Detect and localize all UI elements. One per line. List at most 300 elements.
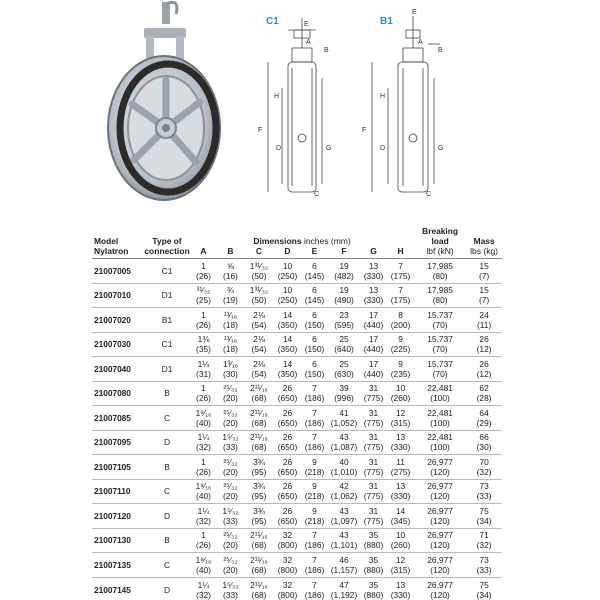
value-metric: (800) bbox=[277, 564, 298, 575]
cell-a bbox=[190, 357, 217, 382]
value-metric: (345) bbox=[390, 515, 411, 526]
value-imperial: 17 bbox=[368, 358, 379, 369]
value-imperial: ¹¹⁄₁₆ bbox=[223, 309, 238, 320]
value-imperial: 46 bbox=[339, 554, 349, 565]
cell-c bbox=[244, 455, 274, 480]
value-imperial: 17,985 bbox=[427, 260, 453, 271]
cell-mass bbox=[466, 479, 502, 504]
dimension-drawing-svg bbox=[248, 8, 448, 198]
value-imperial: 31 bbox=[368, 432, 379, 443]
model-number: 21007145 bbox=[94, 584, 131, 595]
cell-load bbox=[414, 430, 466, 455]
model-number: 21007005 bbox=[94, 265, 131, 276]
value-imperial: 2¹¹⁄₁₆ bbox=[250, 530, 268, 541]
dimension-drawings bbox=[248, 8, 448, 198]
value-imperial: ³¹⁄₃₂ bbox=[196, 285, 211, 296]
connection-type: C bbox=[163, 412, 171, 423]
cell-h bbox=[387, 528, 414, 553]
model-number: 21007020 bbox=[94, 314, 131, 325]
value-metric: (150) bbox=[304, 368, 325, 379]
value-metric: (250) bbox=[277, 295, 298, 306]
value-metric: (330) bbox=[363, 295, 384, 306]
value-imperial: 22,481 bbox=[427, 383, 453, 394]
cell-c bbox=[244, 504, 274, 529]
value-imperial: 13 bbox=[395, 481, 406, 492]
cell-load bbox=[414, 577, 466, 600]
connection-type: B bbox=[164, 388, 170, 399]
value-metric: (54) bbox=[251, 368, 267, 379]
model-number: 21007095 bbox=[94, 437, 131, 448]
cell-g bbox=[360, 479, 387, 504]
model-number: 21007080 bbox=[94, 388, 131, 399]
cell-e bbox=[301, 504, 328, 529]
cell-a bbox=[190, 528, 217, 553]
cell-load bbox=[414, 553, 466, 578]
header-type: Type of bbox=[152, 236, 182, 246]
value-metric: (32) bbox=[196, 589, 211, 600]
value-metric: (440) bbox=[363, 319, 384, 330]
table-row bbox=[92, 332, 502, 357]
cell-h bbox=[387, 381, 414, 406]
drawing-label-b-c1: B bbox=[324, 47, 329, 54]
value-metric: (800) bbox=[277, 540, 298, 551]
value-imperial: 14 bbox=[282, 309, 293, 320]
value-imperial: 35 bbox=[368, 554, 379, 565]
cell-a bbox=[190, 332, 217, 357]
connection-type: D bbox=[163, 510, 171, 521]
table-row bbox=[92, 381, 502, 406]
cell-g bbox=[360, 283, 387, 308]
value-metric: (1,087) bbox=[330, 442, 358, 453]
value-metric: (260) bbox=[390, 540, 411, 551]
cell-d bbox=[274, 553, 301, 578]
value-metric: (186) bbox=[304, 564, 325, 575]
model-number: 21007030 bbox=[94, 339, 131, 350]
value-imperial: 1 bbox=[201, 456, 206, 467]
table-row bbox=[92, 430, 502, 455]
cell-d bbox=[274, 259, 301, 284]
value-metric: (80) bbox=[432, 270, 448, 281]
cell-d bbox=[274, 406, 301, 431]
header-breaking: Breaking load bbox=[422, 226, 458, 246]
value-metric: (650) bbox=[277, 417, 298, 428]
value-metric: (35) bbox=[196, 344, 211, 355]
cell-f bbox=[328, 553, 360, 578]
cell-mass bbox=[466, 455, 502, 480]
value-metric: (100) bbox=[430, 442, 450, 453]
cell-g bbox=[360, 455, 387, 480]
cell-b bbox=[217, 332, 244, 357]
value-metric: (18) bbox=[223, 344, 238, 355]
value-imperial: 26 bbox=[282, 407, 293, 418]
value-imperial: 15 bbox=[479, 260, 489, 271]
cell-b bbox=[217, 381, 244, 406]
cell-h bbox=[387, 259, 414, 284]
value-metric: (775) bbox=[363, 417, 384, 428]
value-metric: (1,101) bbox=[330, 540, 358, 551]
value-imperial: 13 bbox=[368, 285, 379, 296]
value-imperial: 31 bbox=[368, 407, 379, 418]
value-metric: (275) bbox=[390, 466, 411, 477]
value-imperial: 12 bbox=[395, 554, 406, 565]
cell-a bbox=[190, 479, 217, 504]
cell-f bbox=[328, 283, 360, 308]
cell-mass bbox=[466, 332, 502, 357]
connection-type: D bbox=[163, 584, 171, 595]
value-metric: (120) bbox=[430, 491, 450, 502]
value-metric: (200) bbox=[390, 319, 411, 330]
value-imperial: 47 bbox=[339, 579, 349, 590]
value-imperial: 6 bbox=[312, 309, 317, 320]
drawing-label-a-c1: A bbox=[306, 39, 311, 46]
cell-d bbox=[274, 332, 301, 357]
view-label-b1: B1 bbox=[380, 16, 393, 27]
value-metric: (1,192) bbox=[330, 589, 358, 600]
cell-e bbox=[301, 259, 328, 284]
value-metric: (218) bbox=[304, 466, 325, 477]
cell-g bbox=[360, 528, 387, 553]
value-metric: (95) bbox=[251, 491, 267, 502]
cell-f bbox=[328, 479, 360, 504]
cell-b bbox=[217, 528, 244, 553]
cell-b bbox=[217, 455, 244, 480]
value-imperial: 35 bbox=[368, 530, 379, 541]
value-metric: (880) bbox=[363, 540, 384, 551]
value-imperial: 1⁵⁄₃₂ bbox=[222, 432, 239, 443]
cell-b bbox=[217, 357, 244, 382]
cell-f bbox=[328, 357, 360, 382]
value-imperial: 1³¹⁄₃₂ bbox=[249, 260, 269, 271]
value-metric: (26) bbox=[196, 319, 211, 330]
cell-b bbox=[217, 406, 244, 431]
cell-f bbox=[328, 406, 360, 431]
value-imperial: 35 bbox=[368, 579, 379, 590]
cell-load bbox=[414, 357, 466, 382]
value-imperial: 15,737 bbox=[427, 334, 453, 345]
value-imperial: 32 bbox=[282, 530, 293, 541]
value-metric: (12) bbox=[476, 344, 492, 355]
value-metric: (29) bbox=[476, 417, 492, 428]
value-metric: (775) bbox=[363, 393, 384, 404]
value-imperial: 1³¹⁄₃₂ bbox=[249, 285, 269, 296]
value-metric: (120) bbox=[430, 515, 450, 526]
value-imperial: 26,977 bbox=[427, 505, 453, 516]
value-metric: (50) bbox=[251, 270, 267, 281]
value-imperial: 40 bbox=[339, 456, 349, 467]
value-metric: (12) bbox=[476, 368, 492, 379]
value-imperial: 6 bbox=[312, 285, 317, 296]
value-imperial: 19 bbox=[339, 285, 349, 296]
value-metric: (32) bbox=[196, 442, 211, 453]
table-row bbox=[92, 528, 502, 553]
header-col-d: D bbox=[284, 246, 291, 256]
value-metric: (1,062) bbox=[330, 491, 358, 502]
cell-load bbox=[414, 504, 466, 529]
value-imperial: 24 bbox=[479, 309, 489, 320]
value-imperial: 14 bbox=[282, 334, 293, 345]
cell-c bbox=[244, 577, 274, 600]
value-metric: (350) bbox=[277, 319, 298, 330]
value-imperial: 1 bbox=[201, 309, 206, 320]
value-imperial: 15,737 bbox=[427, 358, 453, 369]
value-imperial: 64 bbox=[479, 407, 489, 418]
value-metric: (80) bbox=[432, 295, 448, 306]
value-imperial: 8 bbox=[398, 309, 403, 320]
value-imperial: ²⁵⁄₃₂ bbox=[223, 456, 238, 467]
value-imperial: 9 bbox=[312, 456, 317, 467]
value-imperial: 17 bbox=[368, 334, 379, 345]
cell-c bbox=[244, 479, 274, 504]
cell-load bbox=[414, 332, 466, 357]
value-imperial: 22,481 bbox=[427, 407, 453, 418]
value-metric: (70) bbox=[432, 344, 448, 355]
value-imperial: ²⁵⁄₃₂ bbox=[223, 530, 238, 541]
cell-a bbox=[190, 308, 217, 333]
value-metric: (26) bbox=[196, 540, 211, 551]
cell-e bbox=[301, 553, 328, 578]
value-metric: (145) bbox=[304, 270, 325, 281]
cell-h bbox=[387, 430, 414, 455]
value-metric: (33) bbox=[476, 564, 492, 575]
connection-type: B1 bbox=[161, 314, 173, 325]
cell-h bbox=[387, 577, 414, 600]
cell-a bbox=[190, 406, 217, 431]
header-col-a: A bbox=[200, 246, 207, 256]
table-row bbox=[92, 357, 502, 382]
value-imperial: 2⅛ bbox=[253, 309, 265, 320]
cell-h bbox=[387, 308, 414, 333]
cell-d bbox=[274, 357, 301, 382]
value-imperial: 19 bbox=[339, 260, 349, 271]
value-metric: (775) bbox=[363, 491, 384, 502]
header-breaking-sub: lbf (kN) bbox=[426, 246, 454, 256]
model-number: 21007085 bbox=[94, 412, 131, 423]
cell-b bbox=[217, 308, 244, 333]
cell-mass bbox=[466, 528, 502, 553]
header-model-sub: Nylatron bbox=[94, 246, 129, 256]
value-metric: (650) bbox=[277, 515, 298, 526]
value-imperial: 9 bbox=[312, 481, 317, 492]
model-number: 21007120 bbox=[94, 510, 131, 521]
connection-type: B bbox=[164, 535, 170, 546]
drawing-label-c-c1: C bbox=[314, 191, 320, 198]
cell-c bbox=[244, 406, 274, 431]
value-imperial: 1⅜ bbox=[197, 334, 210, 345]
value-imperial: 11 bbox=[396, 456, 405, 467]
cell-b bbox=[217, 553, 244, 578]
value-imperial: 43 bbox=[339, 432, 349, 443]
cell-h bbox=[387, 357, 414, 382]
value-imperial: 26,977 bbox=[427, 530, 453, 541]
value-imperial: 41 bbox=[339, 407, 349, 418]
value-metric: (235) bbox=[390, 368, 411, 379]
value-imperial: 10 bbox=[282, 260, 293, 271]
cell-f bbox=[328, 259, 360, 284]
model-number: 21007135 bbox=[94, 559, 131, 570]
value-metric: (26) bbox=[196, 270, 211, 281]
value-metric: (250) bbox=[277, 270, 298, 281]
table-row bbox=[92, 553, 502, 578]
value-imperial: 1¼ bbox=[197, 432, 210, 443]
cell-c bbox=[244, 357, 274, 382]
value-imperial: 6 bbox=[312, 260, 317, 271]
value-imperial: 26,977 bbox=[427, 554, 453, 565]
cell-load bbox=[414, 283, 466, 308]
value-metric: (30) bbox=[223, 368, 238, 379]
drawing-label-g-c1: G bbox=[326, 145, 332, 152]
cell-h bbox=[387, 332, 414, 357]
value-imperial: ⅝ bbox=[227, 260, 234, 271]
cell-d bbox=[274, 577, 301, 600]
cell-mass bbox=[466, 406, 502, 431]
value-imperial: 7 bbox=[312, 383, 317, 394]
value-imperial: 39 bbox=[339, 383, 349, 394]
view-label-c1: C1 bbox=[266, 16, 279, 27]
cell-e bbox=[301, 357, 328, 382]
value-imperial: 43 bbox=[339, 505, 349, 516]
value-metric: (28) bbox=[476, 393, 492, 404]
drawing-label-d-c1: D bbox=[276, 145, 282, 152]
value-metric: (630) bbox=[334, 368, 354, 379]
cell-f bbox=[328, 381, 360, 406]
cell-c bbox=[244, 283, 274, 308]
value-imperial: 73 bbox=[479, 554, 489, 565]
value-metric: (18) bbox=[223, 319, 238, 330]
value-imperial: 9 bbox=[312, 505, 317, 516]
cell-h bbox=[387, 553, 414, 578]
cell-g bbox=[360, 406, 387, 431]
cell-e bbox=[301, 528, 328, 553]
value-imperial: 22,481 bbox=[427, 432, 453, 443]
value-imperial: 2¹¹⁄₁₆ bbox=[250, 579, 268, 590]
value-imperial: 62 bbox=[479, 383, 489, 394]
cell-c bbox=[244, 332, 274, 357]
value-imperial: 31 bbox=[368, 383, 379, 394]
value-imperial: 7 bbox=[312, 432, 317, 443]
value-imperial: 26 bbox=[282, 383, 293, 394]
model-number: 21007040 bbox=[94, 363, 131, 374]
cell-load bbox=[414, 528, 466, 553]
cell-c bbox=[244, 553, 274, 578]
cell-g bbox=[360, 308, 387, 333]
value-metric: (32) bbox=[476, 540, 492, 551]
cell-mass bbox=[466, 357, 502, 382]
value-metric: (260) bbox=[390, 393, 411, 404]
value-imperial: 7 bbox=[312, 554, 317, 565]
cell-mass bbox=[466, 381, 502, 406]
cell-e bbox=[301, 430, 328, 455]
cell-d bbox=[274, 381, 301, 406]
table-row bbox=[92, 577, 502, 600]
drawing-label-c-b1: C bbox=[426, 191, 432, 198]
connection-type: D bbox=[163, 437, 171, 448]
value-imperial: 71 bbox=[479, 530, 489, 541]
drawing-label-d-b1: D bbox=[380, 145, 386, 152]
header-col-e: E bbox=[311, 246, 318, 256]
value-metric: (650) bbox=[277, 466, 298, 477]
value-imperial: 1⁹⁄₁₆ bbox=[195, 407, 212, 418]
cell-h bbox=[387, 283, 414, 308]
value-metric: (640) bbox=[334, 344, 354, 355]
value-metric: (330) bbox=[390, 491, 411, 502]
value-imperial: 2¹¹⁄₁₆ bbox=[250, 383, 268, 394]
value-imperial: 32 bbox=[282, 579, 293, 590]
value-metric: (68) bbox=[251, 393, 267, 404]
model-number: 21007010 bbox=[94, 290, 131, 301]
value-imperial: 7 bbox=[312, 579, 317, 590]
value-metric: (31) bbox=[196, 368, 211, 379]
value-metric: (33) bbox=[476, 491, 492, 502]
value-metric: (95) bbox=[251, 515, 267, 526]
model-number: 21007105 bbox=[94, 461, 131, 472]
value-imperial: 26 bbox=[479, 358, 489, 369]
cell-b bbox=[217, 504, 244, 529]
cell-e bbox=[301, 308, 328, 333]
value-imperial: 15 bbox=[479, 285, 489, 296]
value-imperial: ²⁵⁄₃₂ bbox=[223, 554, 238, 565]
cell-a bbox=[190, 577, 217, 600]
cell-b bbox=[217, 283, 244, 308]
header-col-b: B bbox=[227, 246, 234, 256]
spec-table-body bbox=[92, 259, 502, 600]
cell-load bbox=[414, 259, 466, 284]
cell-a bbox=[190, 283, 217, 308]
cell-a bbox=[190, 455, 217, 480]
value-imperial: 3¾ bbox=[253, 481, 265, 492]
cell-h bbox=[387, 504, 414, 529]
value-metric: (1,052) bbox=[330, 417, 358, 428]
cell-h bbox=[387, 406, 414, 431]
value-imperial: 1⁵⁄₃₂ bbox=[222, 505, 239, 516]
value-imperial: 14 bbox=[282, 358, 293, 369]
value-metric: (54) bbox=[251, 319, 267, 330]
cell-d bbox=[274, 430, 301, 455]
value-metric: (218) bbox=[304, 515, 325, 526]
value-metric: (68) bbox=[251, 442, 267, 453]
value-metric: (175) bbox=[390, 295, 411, 306]
value-imperial: 42 bbox=[339, 481, 349, 492]
cell-a bbox=[190, 553, 217, 578]
connection-type: C1 bbox=[161, 339, 173, 350]
cell-a bbox=[190, 259, 217, 284]
value-imperial: 1 bbox=[201, 383, 206, 394]
cell-f bbox=[328, 332, 360, 357]
header-col-f: F bbox=[341, 246, 347, 256]
cell-c bbox=[244, 381, 274, 406]
value-metric: (20) bbox=[223, 393, 238, 404]
value-imperial: ²⁵⁄₃₂ bbox=[223, 481, 238, 492]
value-imperial: 26,977 bbox=[427, 579, 453, 590]
value-metric: (330) bbox=[390, 589, 411, 600]
value-imperial: 31 bbox=[368, 456, 379, 467]
drawing-label-f-c1: F bbox=[258, 127, 263, 134]
value-metric: (880) bbox=[363, 564, 384, 575]
value-imperial: ²⁵⁄₃₂ bbox=[223, 383, 238, 394]
value-metric: (68) bbox=[251, 540, 267, 551]
value-imperial: 43 bbox=[339, 530, 349, 541]
connection-type: B bbox=[164, 461, 170, 472]
value-metric: (775) bbox=[363, 442, 384, 453]
value-metric: (440) bbox=[363, 344, 384, 355]
cell-load bbox=[414, 455, 466, 480]
value-imperial: 6 bbox=[312, 358, 317, 369]
value-metric: (68) bbox=[251, 564, 267, 575]
cell-g bbox=[360, 381, 387, 406]
value-metric: (54) bbox=[251, 344, 267, 355]
value-metric: (800) bbox=[277, 589, 298, 600]
value-metric: (11) bbox=[476, 319, 492, 330]
value-metric: (350) bbox=[277, 368, 298, 379]
